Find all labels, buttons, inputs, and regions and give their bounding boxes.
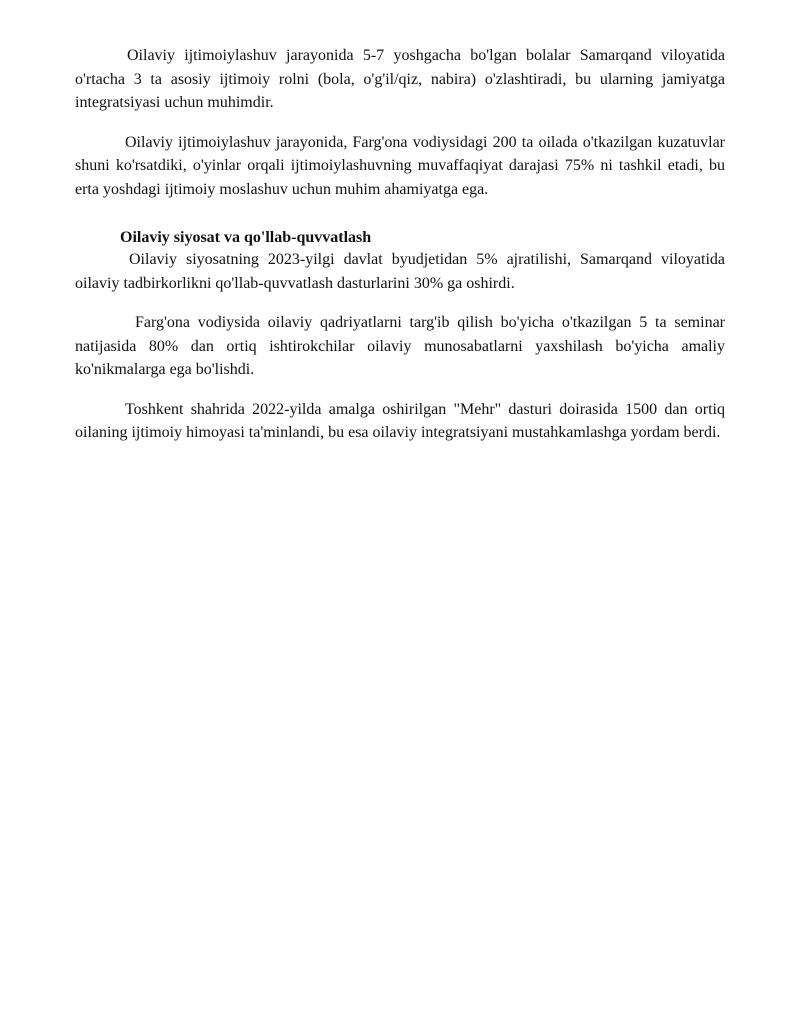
paragraph-family-policy-budget: Oilaviy siyosatning 2023-yilgi davlat byudjetidan 5% ajratilishi, Samarqand viloyatida oilaviy tadbirkorlikni qo'llab-quvvatlash dasturlarini 30% ga oshirdi.: [75, 251, 725, 292]
paragraph-socialization-roles: Oilaviy ijtimoiylashuv jarayonida 5-7 yoshgacha bo'lgan bolalar Samarqand viloyatida o'rtacha 3 ta asosiy ijtimoiy rolni (bola, o'g'il/qiz, nabira) o'zlashtiradi, bu ularning jamiyatga integratsiyasi uchun muhimdir.: [75, 47, 725, 111]
document-page: [75, 44, 725, 461]
paragraph-fergana-seminars: Farg'ona vodiysida oilaviy qadriyatlarni targ'ib qilish bo'yicha o'tkazilgan 5 ta seminar natijasida 80% dan ortiq ishtirokchilar oilaviy munosabatlarni yaxshilash bo'yicha amaliy ko'nikmalarga ega bo'lishdi.: [75, 314, 725, 378]
section-heading: Oilaviy siyosat va qo'llab-quvvatlash: [120, 229, 372, 246]
paragraph-mehr-program: Toshkent shahrida 2022-yilda amalga oshirilgan "Mehr" dasturi doirasida 1500 dan ortiq oilaning ijtimoiy himoyasi ta'minlandi, bu esa oilaviy integratsiyani mustahkamlashga yordam berdi.: [75, 400, 725, 441]
paragraph-fergana-observations: Oilaviy ijtimoiylashuv jarayonida, Farg'ona vodiysidagi 200 ta oilada o'tkazilgan kuzatuvlar shuni ko'rsatdiki, o'yinlar orqali ijtimoiylashuvning muvaffaqiyat darajasi 75% ni tashkil etadi, bu erta yoshdagi ijtimoiy moslashuv uchun muhim ahamiyatga ega.: [75, 133, 725, 198]
